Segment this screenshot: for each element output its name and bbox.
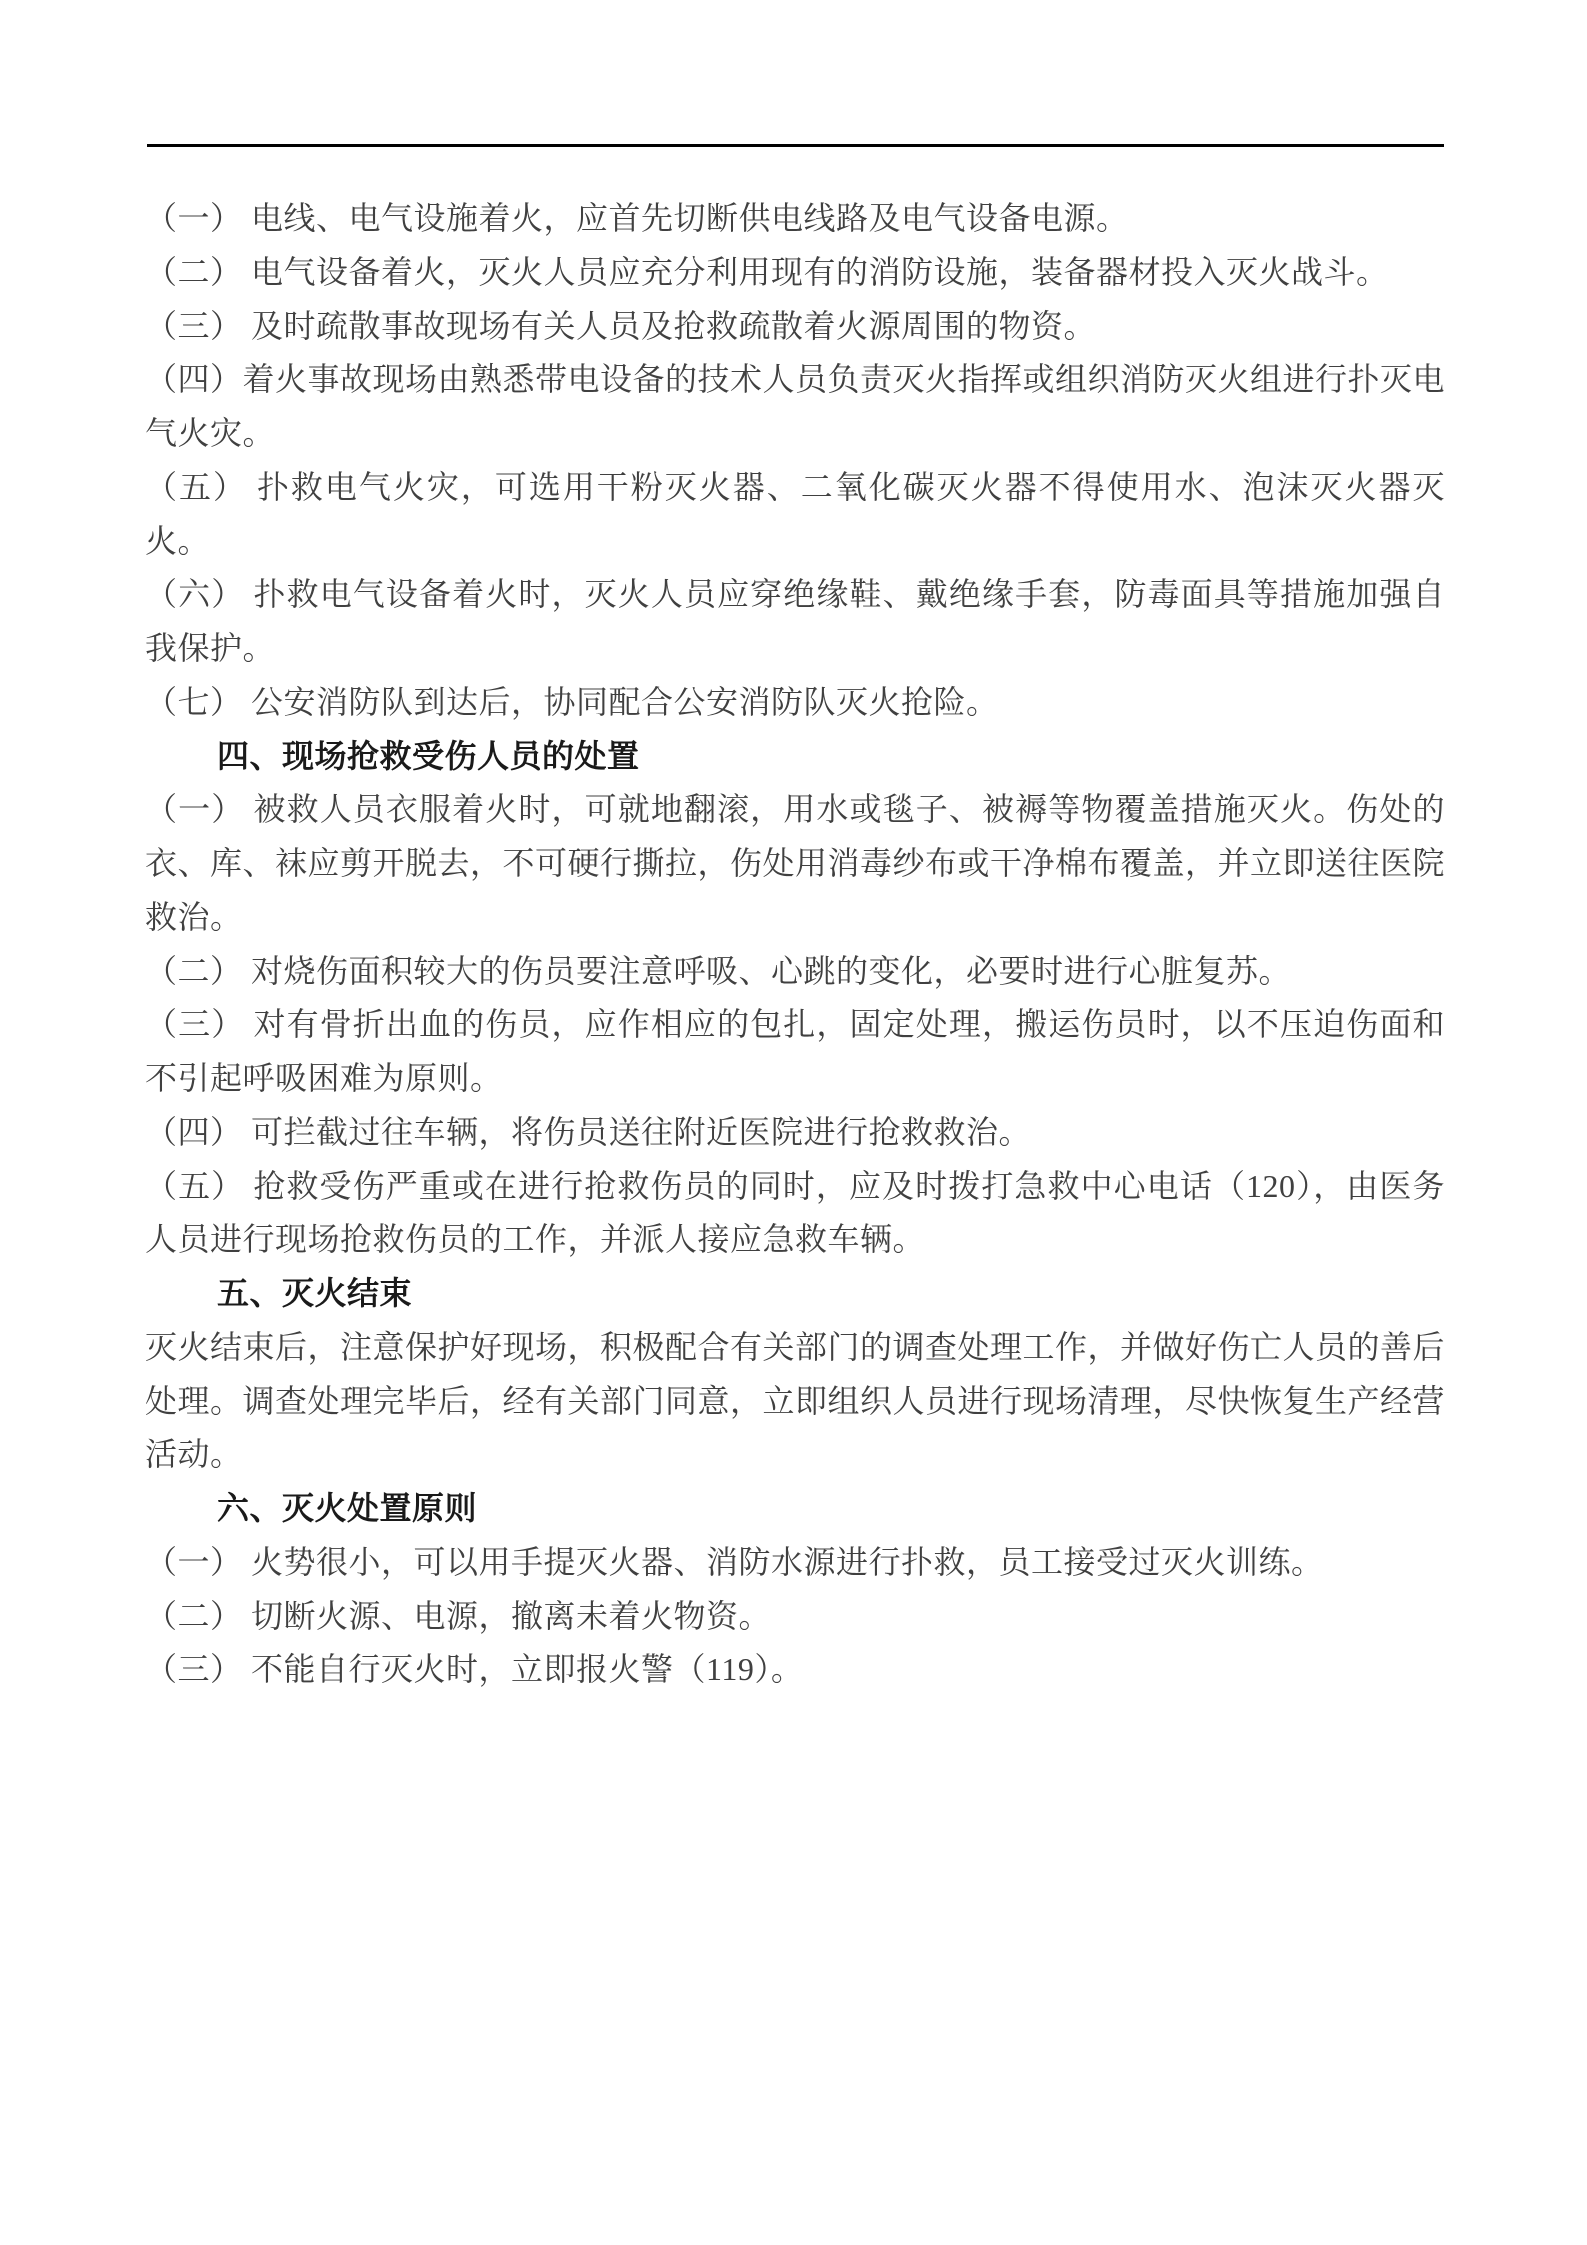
list-item: （一） 被救人员衣服着火时，可就地翻滚，用水或毯子、被褥等物覆盖措施灭火。伤处的衣、库、袜应剪开脱去，不可硬行撕拉，伤处用消毒纱布或干净棉布覆盖，并立即送往医院救治。 [145,791,1446,935]
list-item: （三） 及时疏散事故现场有关人员及抢救疏散着火源周围的物资。 [145,307,1097,344]
section-heading-5: 五、灭火结束 [217,1275,413,1311]
list-item: （一） 电线、电气设施着火，应首先切断供电线路及电气设备电源。 [145,200,1129,236]
list-item: （四）着火事故现场由熟悉带电设备的技术人员负责灭火指挥或组织消防灭火组进行扑灭电气火灾。 [145,361,1446,451]
list-item: （三） 不能自行灭火时，立即报火警（119）。 [145,1651,804,1688]
list-item: （六） 扑救电气设备着火时，灭火人员应穿绝缘鞋、戴绝缘手套，防毒面具等措施加强自我保护。 [145,576,1445,666]
list-item: （二） 对烧伤面积较大的伤员要注意呼吸、心跳的变化，必要时进行心脏复苏。 [145,952,1292,989]
list-item: （二） 切断火源、电源，撤离未着火物资。 [145,1597,772,1634]
list-item: （三） 对有骨折出血的伤员，应作相应的包扎，固定处理，搬运伤员时，以不压迫伤面和不引起呼吸困难为原则。 [145,1006,1445,1096]
header-divider-rule [147,144,1444,147]
section-heading-4: 四、现场抢救受伤人员的处置 [217,737,640,774]
list-item: （五） 扑救电气火灾，可选用干粉灭火器、二氧化碳灭火器不得使用水、泡沫灭火器灭火。 [145,468,1445,559]
list-item: （四） 可拦截过往车辆，将伤员送往附近医院进行抢救救治。 [145,1113,1032,1150]
list-item: （七） 公安消防队到达后，协同配合公安消防队灭火抢险。 [145,683,999,720]
section-heading-6: 六、灭火处置原则 [217,1490,478,1526]
list-item: （一） 火势很小，可以用手提灭火器、消防水源进行扑救，员工接受过灭火训练。 [145,1543,1324,1580]
list-item: （二） 电气设备着火，灭火人员应充分利用现有的消防设施，装备器材投入灭火战斗。 [145,253,1389,290]
body-paragraph: 灭火结束后，注意保护好现场，积极配合有关部门的调查处理工作，并做好伤亡人员的善后处理。调查处理完毕后，经有关部门同意，立即组织人员进行现场清理，尽快恢复生产经营活动。 [145,1328,1446,1473]
document-body [145,192,1445,1697]
list-item: （五） 抢救受伤严重或在进行抢救伤员的同时，应及时拨打急救中心电话（120），由医务人员进行现场抢救伤员的工作，并派人接应急救车辆。 [145,1167,1445,1258]
